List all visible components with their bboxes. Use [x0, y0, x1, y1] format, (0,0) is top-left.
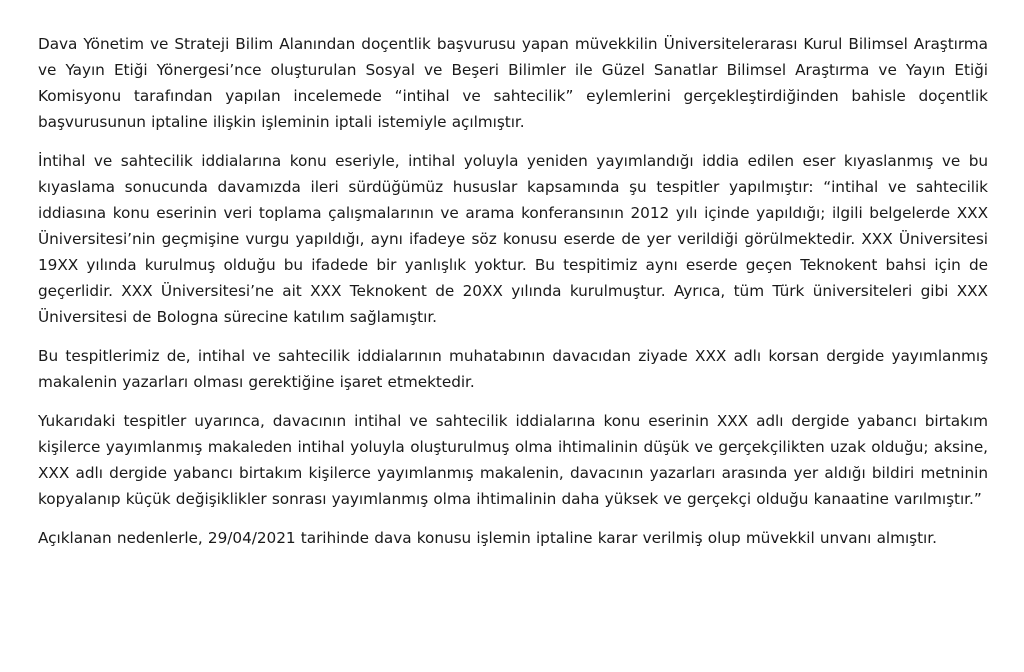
paragraph-findings: İntihal ve sahtecilik iddialarına konu eseriyle, intihal yoluyla yeniden yayımlandığı iddia edilen eser kıyaslanmış ve bu kıyaslama sonucunda davamızda ileri sürdüğümüz hususlar kapsamında şu tespitler yapılmıştır: “intihal ve sahtecilik iddiasına konu eserinin veri toplama çalışmalarının ve arama konferansının 2012 yılı içinde yapıldığı; ilgili belgelerde XXX Üniversitesi’nin geçmişine vurgu yapıldığı, aynı ifadeye söz konusu eserde de yer verildiği görülmektedir. XXX Üniversitesi 19XX yılında kurulmuş olduğu bu ifadede bir yanlışlık yoktur. Bu tespitimiz aynı eserde geçen Teknokent bahsi için de geçerlidir. XXX Üniversitesi’ne ait XXX Teknokent de 20XX yılında kurulmuştur. Ayrıca, tüm Türk üniversiteleri gibi XXX Üniversitesi de Bologna sürecine katılım sağlamıştır. — [38, 152, 988, 326]
paragraph-assessment: Yukarıdaki tespitler uyarınca, davacının intihal ve sahtecilik iddialarına konu eserinin XXX adlı dergide yabancı birtakım kişilerce yayımlanmış makaleden intihal yoluyla oluşturulmuş olma ihtimalinin düşük ve gerçekçilikten uzak olduğu; aksine, XXX adlı dergide yabancı birtakım kişilerce yayımlanmış makalenin, davacının yazarları arasında yer aldığı bildiri metninin kopyalanıp küçük değişiklikler sonrası yayımlanmış olma ihtimalinin daha yüksek ve gerçekçi olduğu kanaatine varılmıştır.” — [38, 412, 988, 508]
paragraph-application-background: Dava Yönetim ve Strateji Bilim Alanından doçentlik başvurusu yapan müvekkilin Üniversitelerarası Kurul Bilimsel Araştırma ve Yayın Etiği Yönergesi’nce oluşturulan Sosyal ve Beşeri Bilimler ile Güzel Sanatlar Bilimsel Araştırma ve Yayın Etiği Komisyonu tarafından yapılan incelemede “intihal ve sahtecilik” eylemlerini gerçekleştirdiğinden bahisle doçentlik başvurusunun iptaline ilişkin işleminin iptali istemiyle açılmıştır. — [38, 35, 988, 131]
paragraph-conclusion-of-findings: Bu tespitlerimiz de, intihal ve sahtecilik iddialarının muhatabının davacıdan ziyade XXX adlı korsan dergide yayımlanmış makalenin yazarları olması gerektiğine işaret etmektedir. — [38, 347, 988, 391]
paragraph-outcome: Açıklanan nedenlerle, 29/04/2021 tarihinde dava konusu işlemin iptaline karar verilmiş olup müvekkil unvanı almıştır. — [38, 529, 937, 547]
